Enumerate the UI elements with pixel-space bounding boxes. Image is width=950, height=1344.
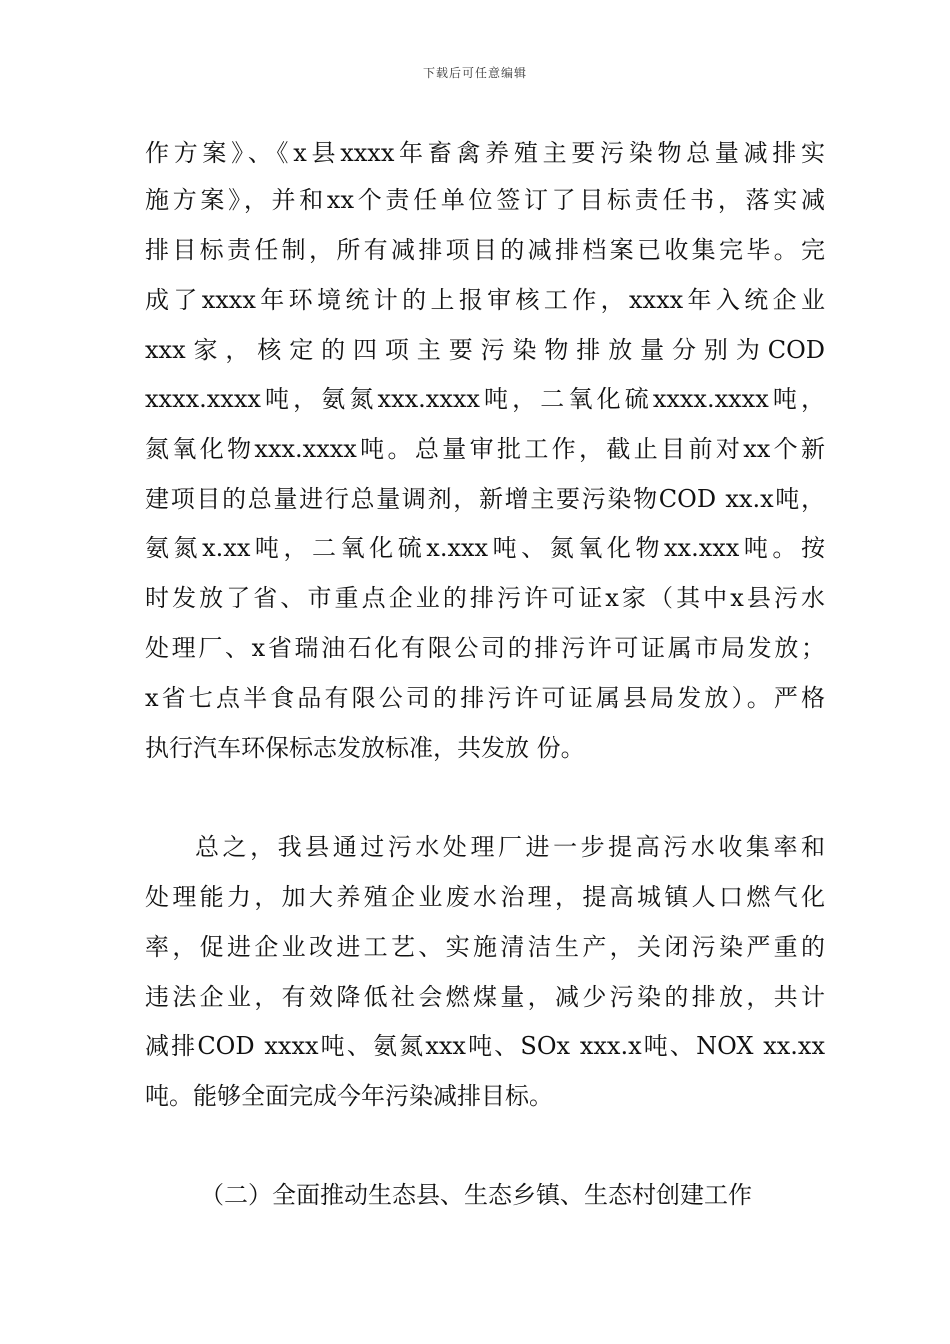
paragraph-line: 施方案》，并和xx个责任单位签订了目标责任书，落实减	[145, 186, 825, 214]
paragraph-line: 氮氧化物xxx.xxxx吨。总量审批工作，截止目前对xx个新	[145, 435, 825, 463]
paragraph-line: 违法企业，有效降低社会燃煤量，减少污染的排放，共计	[145, 983, 825, 1011]
paragraph-line: xxxx.xxxx吨，氨氮xxx.xxxx吨，二氧化硫xxxx.xxxx吨，	[145, 385, 825, 413]
paragraph-line: xxx家，核定的四项主要污染物排放量分别为COD	[145, 336, 825, 364]
paragraph-line: 处理能力，加大养殖企业废水治理，提高城镇人口燃气化	[145, 883, 825, 911]
paragraph-line: 总之，我县通过污水处理厂进一步提高污水收集率和	[195, 833, 825, 861]
paragraph-line: 排目标责任制，所有减排项目的减排档案已收集完毕。完	[145, 236, 825, 264]
paragraph-line: 执行汽车环保标志发放标准，共发放 份。	[145, 734, 585, 762]
page-header-note: 下载后可任意编辑	[422, 66, 527, 80]
paragraph-line: x省七点半食品有限公司的排污许可证属县局发放）。严格	[145, 684, 825, 712]
paragraph-line: 氨氮x.xx吨，二氧化硫x.xxx吨、氮氧化物xx.xxx吨。按	[145, 534, 825, 562]
paragraph-line: 吨。能够全面完成今年污染减排目标。	[145, 1082, 553, 1110]
paragraph-line: 建项目的总量进行总量调剂，新增主要污染物COD xx.x吨，	[145, 485, 825, 513]
paragraph-line: 成了xxxx年环境统计的上报审核工作，xxxx年入统企业	[145, 286, 825, 314]
paragraph-line: 作方案》、《x县xxxx年畜禽养殖主要污染物总量减排实	[145, 139, 825, 167]
paragraph-line: 处理厂、x省瑞油石化有限公司的排污许可证属市局发放；	[145, 634, 825, 662]
paragraph-line: 率，促进企业改进工艺、实施清洁生产，关闭污染严重的	[145, 933, 825, 961]
section-heading: （二）全面推动生态县、生态乡镇、生态村创建工作	[200, 1181, 752, 1209]
paragraph-line: 减排COD xxxx吨、氨氮xxx吨、SOx xxx.x吨、NOX xx.xx	[145, 1032, 825, 1060]
paragraph-line: 时发放了省、市重点企业的排污许可证x家（其中x县污水	[145, 584, 825, 612]
